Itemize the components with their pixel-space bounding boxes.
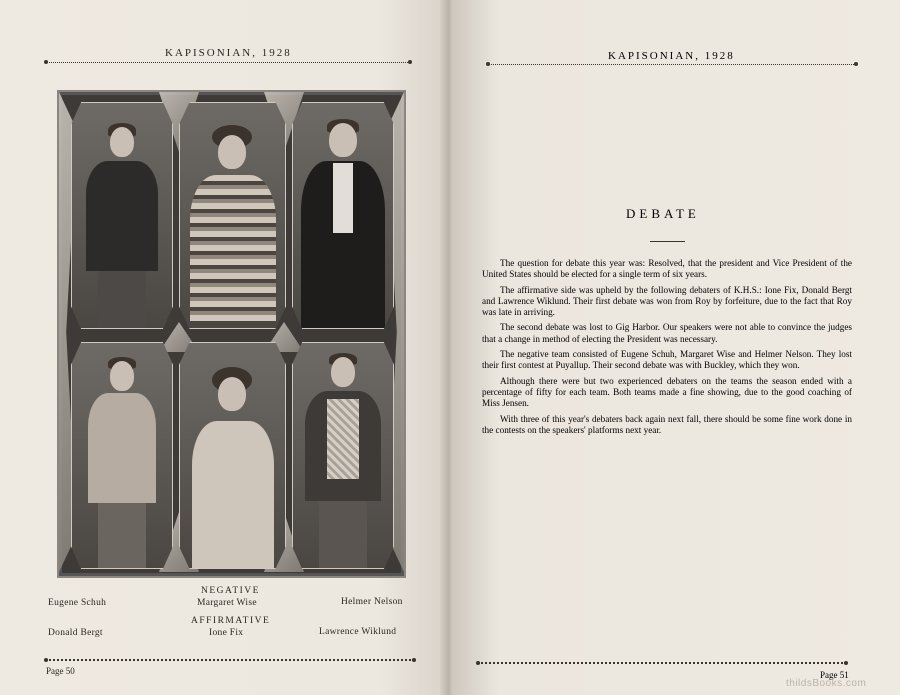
running-head-left: KAPISONIAN, 1928 <box>165 47 292 59</box>
debate-article <box>482 258 852 440</box>
footer-rule-left <box>46 659 414 661</box>
caption-ione-fix: Ione Fix <box>209 628 244 638</box>
header-rule-left <box>46 62 410 63</box>
paragraph: The question for debate this year was: Resolved, that the president and Vice President of the United States should be elected for a single term of six years. <box>482 258 852 280</box>
portrait-margaret-wise <box>179 102 286 329</box>
portrait-helmer-nelson <box>292 102 394 329</box>
portrait-lawrence-wiklund <box>292 342 394 569</box>
portrait-ione-fix <box>179 342 286 569</box>
portrait-donald-bergt <box>71 342 173 569</box>
paragraph: The second debate was lost to Gig Harbor. Our speakers were not able to convince the judges that a change in method of electing the President was necessary. <box>482 322 852 344</box>
caption-margaret-wise: Margaret Wise <box>197 598 257 608</box>
left-page <box>0 0 446 695</box>
page-number-right: Page 51 <box>820 670 849 680</box>
footer-rule-right <box>478 662 846 664</box>
paragraph: The negative team consisted of Eugene Schuh, Margaret Wise and Helmer Nelson. They lost their first contest at Puyallup. Their second debate was with Buckley, which they won. <box>482 349 852 371</box>
heading-underline <box>650 241 685 242</box>
caption-helmer-nelson: Helmer Nelson <box>341 597 403 607</box>
running-head-right: KAPISONIAN, 1928 <box>608 50 735 62</box>
page-heading: DEBATE <box>626 206 700 221</box>
paragraph: With three of this year's debaters back again next fall, there should be some fine work done in the contests on the speakers' platforms next year. <box>482 413 852 435</box>
negative-label: NEGATIVE <box>201 586 260 596</box>
header-rule-right <box>488 64 856 65</box>
watermark: thildsBooks.com <box>786 678 867 689</box>
page-number-left: Page 50 <box>46 666 75 676</box>
portrait-eugene-schuh <box>71 102 173 329</box>
caption-donald-bergt: Donald Bergt <box>48 628 103 638</box>
caption-eugene-schuh: Eugene Schuh <box>48 598 107 608</box>
affirmative-label: AFFIRMATIVE <box>191 616 271 626</box>
debate-team-photo-plate <box>57 90 406 578</box>
paragraph: The affirmative side was upheld by the following debaters of K.H.S.: Ione Fix, Donald Bergt and Lawrence Wiklund. Their first debate was won from Roy by forfeiture, due to the fact that Roy was late in arriving. <box>482 284 852 318</box>
caption-lawrence-wiklund: Lawrence Wiklund <box>319 627 397 637</box>
paragraph: Although there were but two experienced debaters on the teams the season ended with a percentage of fifty for each team. Both teams made a fine showing, due to the good coaching of Miss Jensen. <box>482 375 852 409</box>
